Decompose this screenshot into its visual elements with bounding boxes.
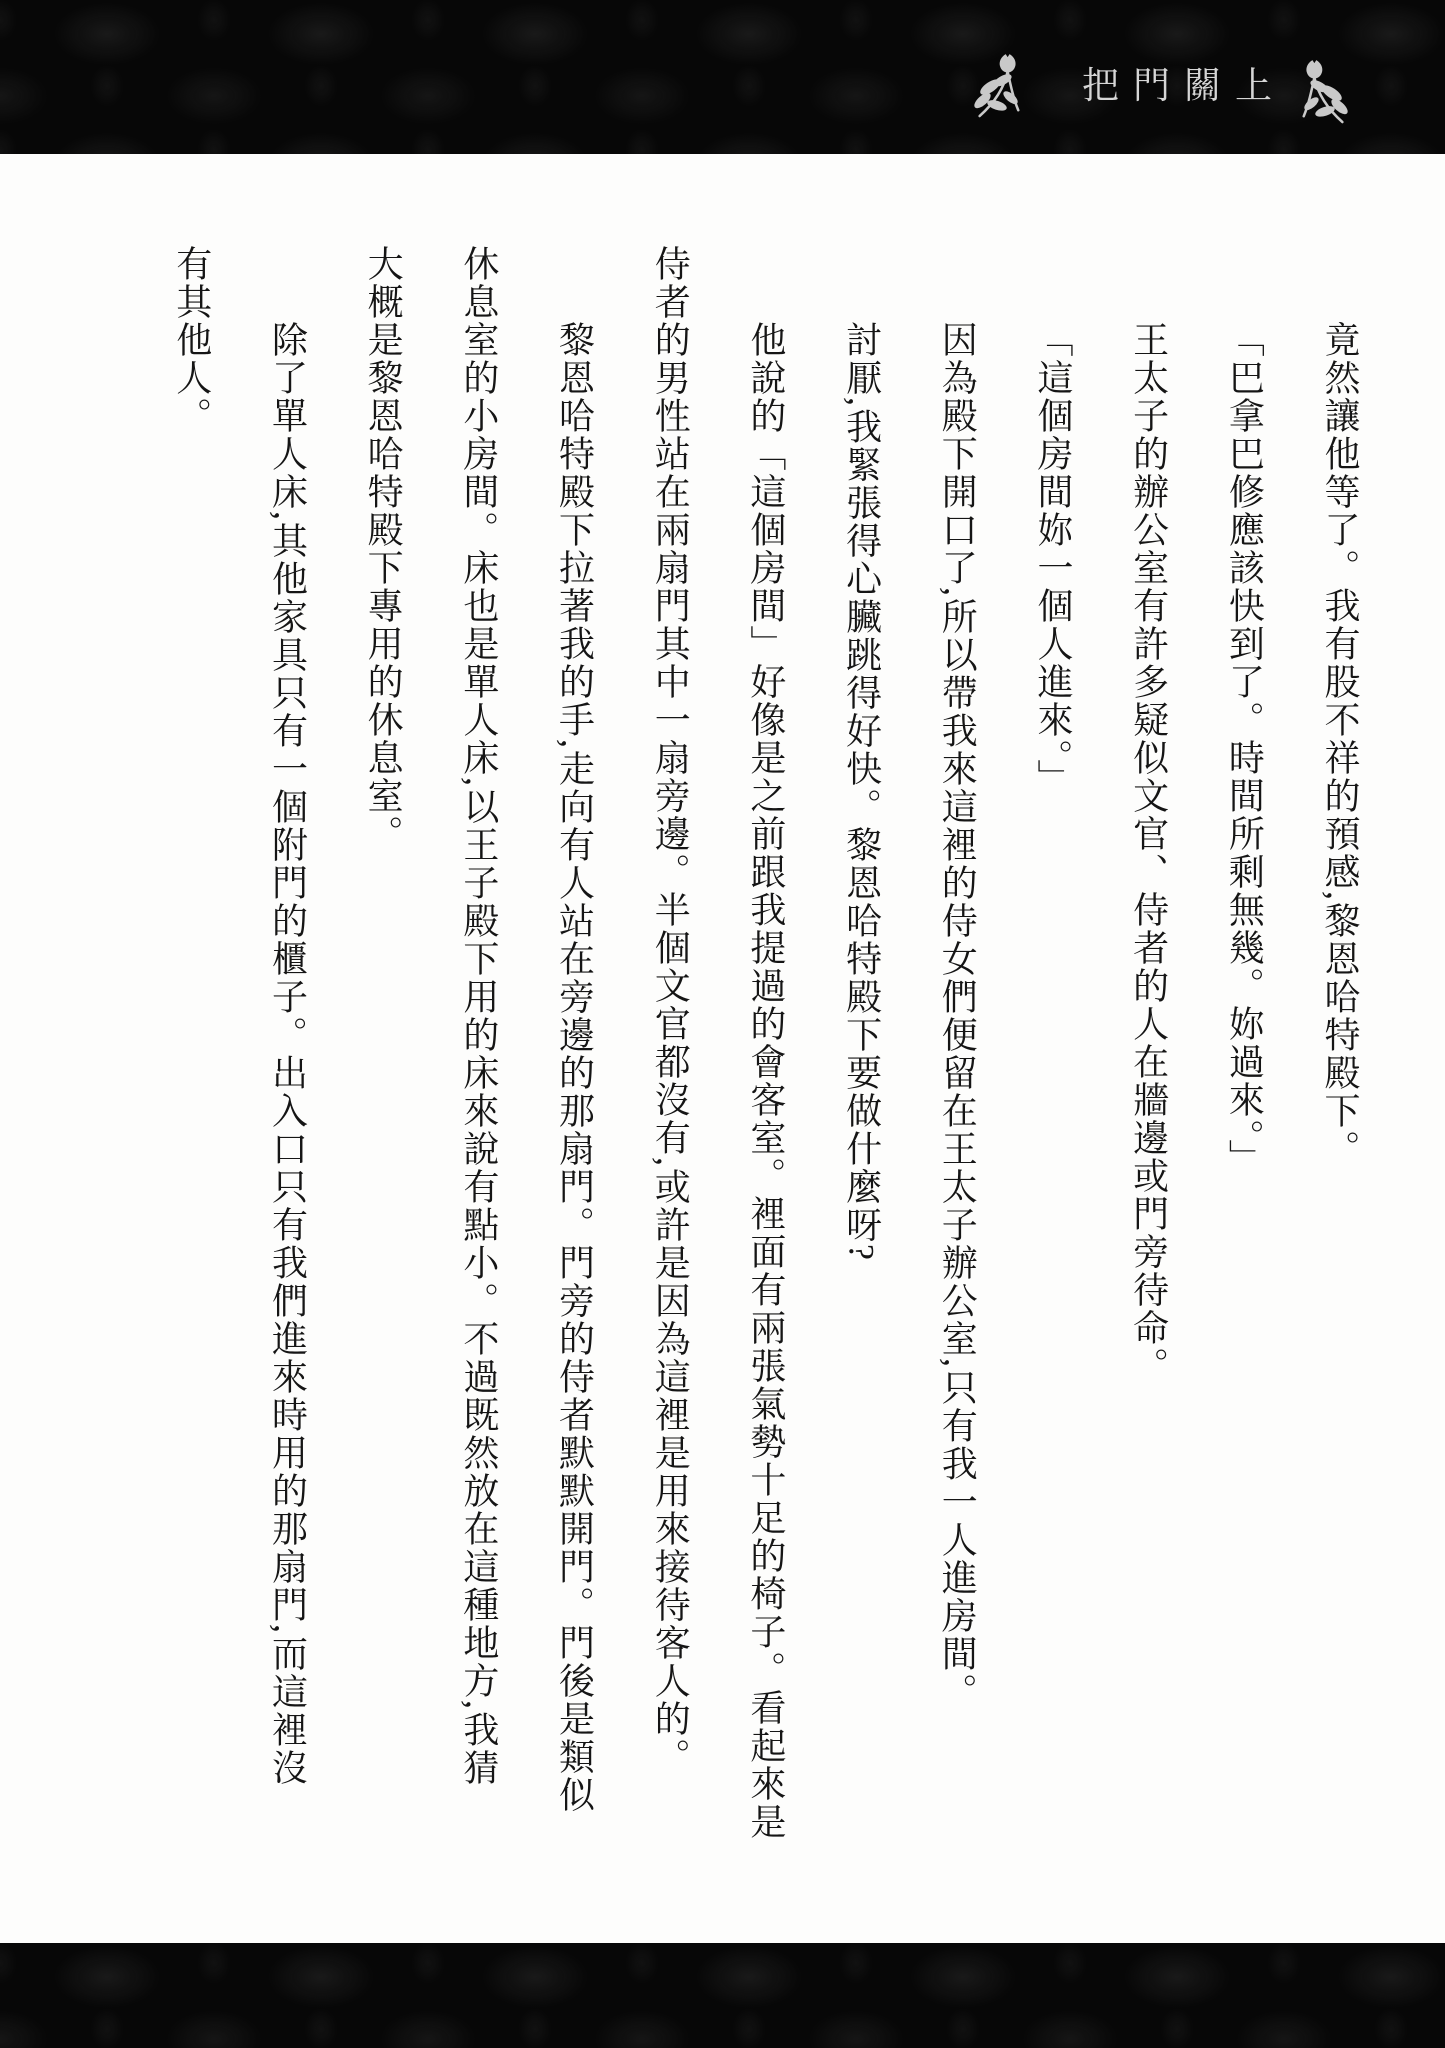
text-column: 大概是黎恩哈特殿下專用的休息室。 bbox=[363, 245, 404, 853]
text-column: 他說的「這個房間」好像是之前跟我提過的會客室。裡面有兩張氣勢十足的椅子。看起來是 bbox=[745, 321, 786, 1841]
page-header-band bbox=[0, 0, 1445, 154]
text-column: 因為殿下開口了,所以帶我來這裡的侍女們便留在王太子辦公室,只有我一人進房間。 bbox=[937, 321, 978, 1711]
text-column: 「這個房間妳一個人進來。」 bbox=[1032, 321, 1073, 797]
text-column: 討厭,我緊張得心臟跳得好快。黎恩哈特殿下要做什麼呀? bbox=[841, 321, 882, 1262]
page-footer-band bbox=[0, 1943, 1445, 2048]
flower-ornament-icon bbox=[1296, 58, 1354, 130]
text-column: 黎恩哈特殿下拉著我的手,走向有人站在旁邊的那扇門。門旁的侍者默默開門。門後是類似 bbox=[554, 321, 595, 1814]
text-column: 竟然讓他等了。我有股不祥的預感,黎恩哈特殿下。 bbox=[1320, 321, 1360, 1168]
flower-ornament-icon bbox=[968, 52, 1026, 124]
body-text bbox=[143, 245, 1387, 1855]
text-column: 休息室的小房間。床也是單人床,以王子殿下用的床來說有點小。不過既然放在這種地方,我猜 bbox=[458, 245, 499, 1787]
chapter-title: 把門關上 bbox=[1082, 66, 1286, 107]
text-column: 除了單人床,其他家具只有一個附門的櫃子。出入口只有我們進來時用的那扇門,而這裡沒 bbox=[267, 321, 308, 1787]
text-column: 侍者的男性站在兩扇門其中一扇旁邊。半個文官都沒有,或許是因為這裡是用來接待客人的。 bbox=[650, 245, 691, 1776]
text-column: 有其他人。 bbox=[171, 245, 212, 435]
text-column: 王太子的辦公室有許多疑似文官、侍者的人在牆邊或門旁待命。 bbox=[1128, 321, 1169, 1385]
text-column: 「巴拿巴修應該快到了。時間所剩無幾。妳過來。」 bbox=[1224, 321, 1265, 1177]
